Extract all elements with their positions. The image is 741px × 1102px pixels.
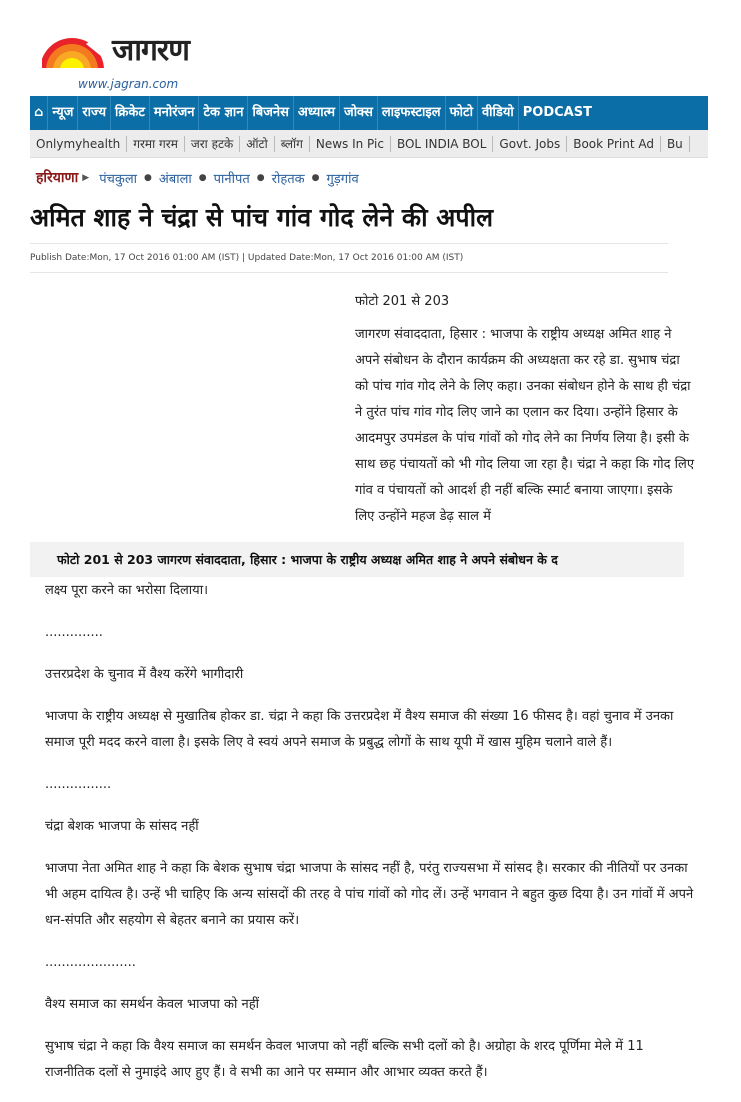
subnav-item[interactable]: Bu <box>661 136 690 152</box>
home-icon[interactable]: ⌂ <box>30 96 48 130</box>
publish-dates: Publish Date:Mon, 17 Oct 2016 01:00 AM (IST) | Updated Date:Mon, 17 Oct 2016 01:00 AM (IST) <box>30 253 464 263</box>
nav-item[interactable]: जोक्स <box>340 96 378 130</box>
breadcrumb-city[interactable]: पानीपत <box>213 171 250 187</box>
subnav-item[interactable]: ऑटो <box>240 136 274 152</box>
logo-text: जागरण <box>112 33 189 68</box>
separator: ................ <box>45 777 112 792</box>
nav-item[interactable]: न्यूज <box>48 96 78 130</box>
divider <box>30 272 668 273</box>
nav-item[interactable]: लाइफस्टाइल <box>378 96 446 130</box>
sun-logo-icon <box>42 30 106 68</box>
jagran-logo[interactable] <box>42 28 222 70</box>
breadcrumb-city[interactable]: पंचकुला <box>99 171 138 187</box>
subnav-item[interactable]: ब्लॉग <box>275 136 310 152</box>
summary-box: फोटो 201 से 203 जागरण संवाददाता, हिसार : भाजपा के राष्ट्रीय अध्यक्ष अमित शाह ने अपने संबोधन के द <box>30 542 684 577</box>
main-nav <box>30 96 708 130</box>
site-url[interactable]: www.jagran.com <box>78 77 179 91</box>
article-title: अमित शाह ने चंद्रा से पांच गांव गोद लेने की अपील <box>30 203 494 232</box>
nav-item[interactable]: राज्य <box>78 96 111 130</box>
subnav-item[interactable]: Book Print Ad <box>567 136 661 152</box>
caret-right-icon: ▶ <box>82 172 90 183</box>
article-body <box>45 578 695 1102</box>
nav-item[interactable]: अध्यात्म <box>294 96 340 130</box>
subnav-item[interactable]: गरमा गरम <box>127 136 185 152</box>
breadcrumb-city[interactable]: अंबाला <box>158 171 192 187</box>
nav-item-podcast[interactable]: PODCAST <box>522 105 592 120</box>
separator: ...................... <box>45 955 136 970</box>
nav-item[interactable]: क्रिकेट <box>111 96 150 130</box>
lead-paragraph: जागरण संवाददाता, हिसार : भाजपा के राष्ट्रीय अध्यक्ष अमित शाह ने अपने संबोधन के दौरान कार्यक्रम की अध्यक्षता कर रहे डा. सुभाष चंद्रा को पांच गांव गोद लेने के लिए कहा। उनका संबोधन होने के साथ ही चंद्रा ने तुरंत पांच गांव गोद लिए जाने का एलान कर दिया। उन्होंने हिसार के आदमपुर उपमंडल के पांच गांवों को गोद लेने का निर्णय लिया है। इसी के साथ छह पंचायतों को भी गोद लिया जा रहा है। चंद्रा ने कहा कि गोद लिए गांव व पंचायतों को आदर्श ही नहीं बल्कि स्मार्ट बनाया जाएगा। इसके लिए उन्होंने महज डेढ़ साल में <box>355 327 695 524</box>
subnav-item[interactable]: Govt. Jobs <box>493 136 567 152</box>
breadcrumb <box>36 168 359 187</box>
separator: .............. <box>45 625 103 640</box>
bullet-icon: ● <box>256 172 265 183</box>
divider <box>30 243 668 244</box>
subheading: चंद्रा बेशक भाजपा के सांसद नहीं <box>45 819 199 834</box>
paragraph: सुभाष चंद्रा ने कहा कि वैश्य समाज का समर्थन केवल भाजपा को नहीं बल्कि सभी दलों को है। अग्रोहा के शरद पूर्णिमा मेले में 11 राजनीतिक दलों से नुमाइंदे आए हुए हैं। वे सभी का आने पर सम्मान और आभार व्यक्त करते हैं। <box>45 1039 644 1080</box>
paragraph: लक्ष्य पूरा करने का भरोसा दिलाया। <box>45 583 208 598</box>
photo-caption: फोटो 201 से 203 <box>355 294 450 309</box>
nav-item[interactable]: टेक ज्ञान <box>199 96 248 130</box>
subnav-item[interactable]: जरा हटके <box>185 136 240 152</box>
bullet-icon: ● <box>198 172 207 183</box>
sub-nav <box>30 130 708 158</box>
subnav-item[interactable]: Onlymyhealth <box>30 136 127 152</box>
nav-item[interactable]: बिजनेस <box>248 96 293 130</box>
subnav-item[interactable]: News In Pic <box>310 136 391 152</box>
breadcrumb-city[interactable]: गुड़गांव <box>326 171 359 187</box>
nav-item[interactable]: वीडियो <box>478 96 519 130</box>
subnav-item[interactable]: BOL INDIA BOL <box>391 136 493 152</box>
breadcrumb-city[interactable]: रोहतक <box>271 171 305 187</box>
bullet-icon: ● <box>311 172 320 183</box>
breadcrumb-state[interactable]: हरियाणा <box>36 170 79 186</box>
paragraph: भाजपा के राष्ट्रीय अध्यक्ष से मुखातिब होकर डा. चंद्रा ने कहा कि उत्तरप्रदेश में वैश्य समाज की संख्या 16 फीसद है। वहां चुनाव में उनका समाज पूरी मदद करने वाला है। इसके लिए वे स्वयं अपने समाज के प्रबुद्ध लोगों के साथ यूपी में खास मुहिम चलाने वाले हैं। <box>45 709 674 750</box>
subheading: उत्तरप्रदेश के चुनाव में वैश्य करेंगे भागीदारी <box>45 667 244 682</box>
bullet-icon: ● <box>144 172 152 183</box>
nav-item[interactable]: फोटो <box>446 96 478 130</box>
paragraph: भाजपा नेता अमित शाह ने कहा कि बेशक सुभाष चंद्रा भाजपा के सांसद नहीं है, परंतु राज्यसभा में सांसद है। सरकार की नीतियों पर उनका भी अहम दायित्व है। उन्हें भी चाहिए कि अन्य सांसदों की तरह वे पांच गांवों को गोद लें। उन्हें भगवान ने बहुत कुछ दिया है। उन गांवों में अपने धन-संपति और सहयोग से बेहतर बनाने का प्रयास करें। <box>45 861 694 928</box>
nav-item[interactable]: मनोरंजन <box>150 96 200 130</box>
subheading: वैश्य समाज का समर्थन केवल भाजपा को नहीं <box>45 997 259 1012</box>
